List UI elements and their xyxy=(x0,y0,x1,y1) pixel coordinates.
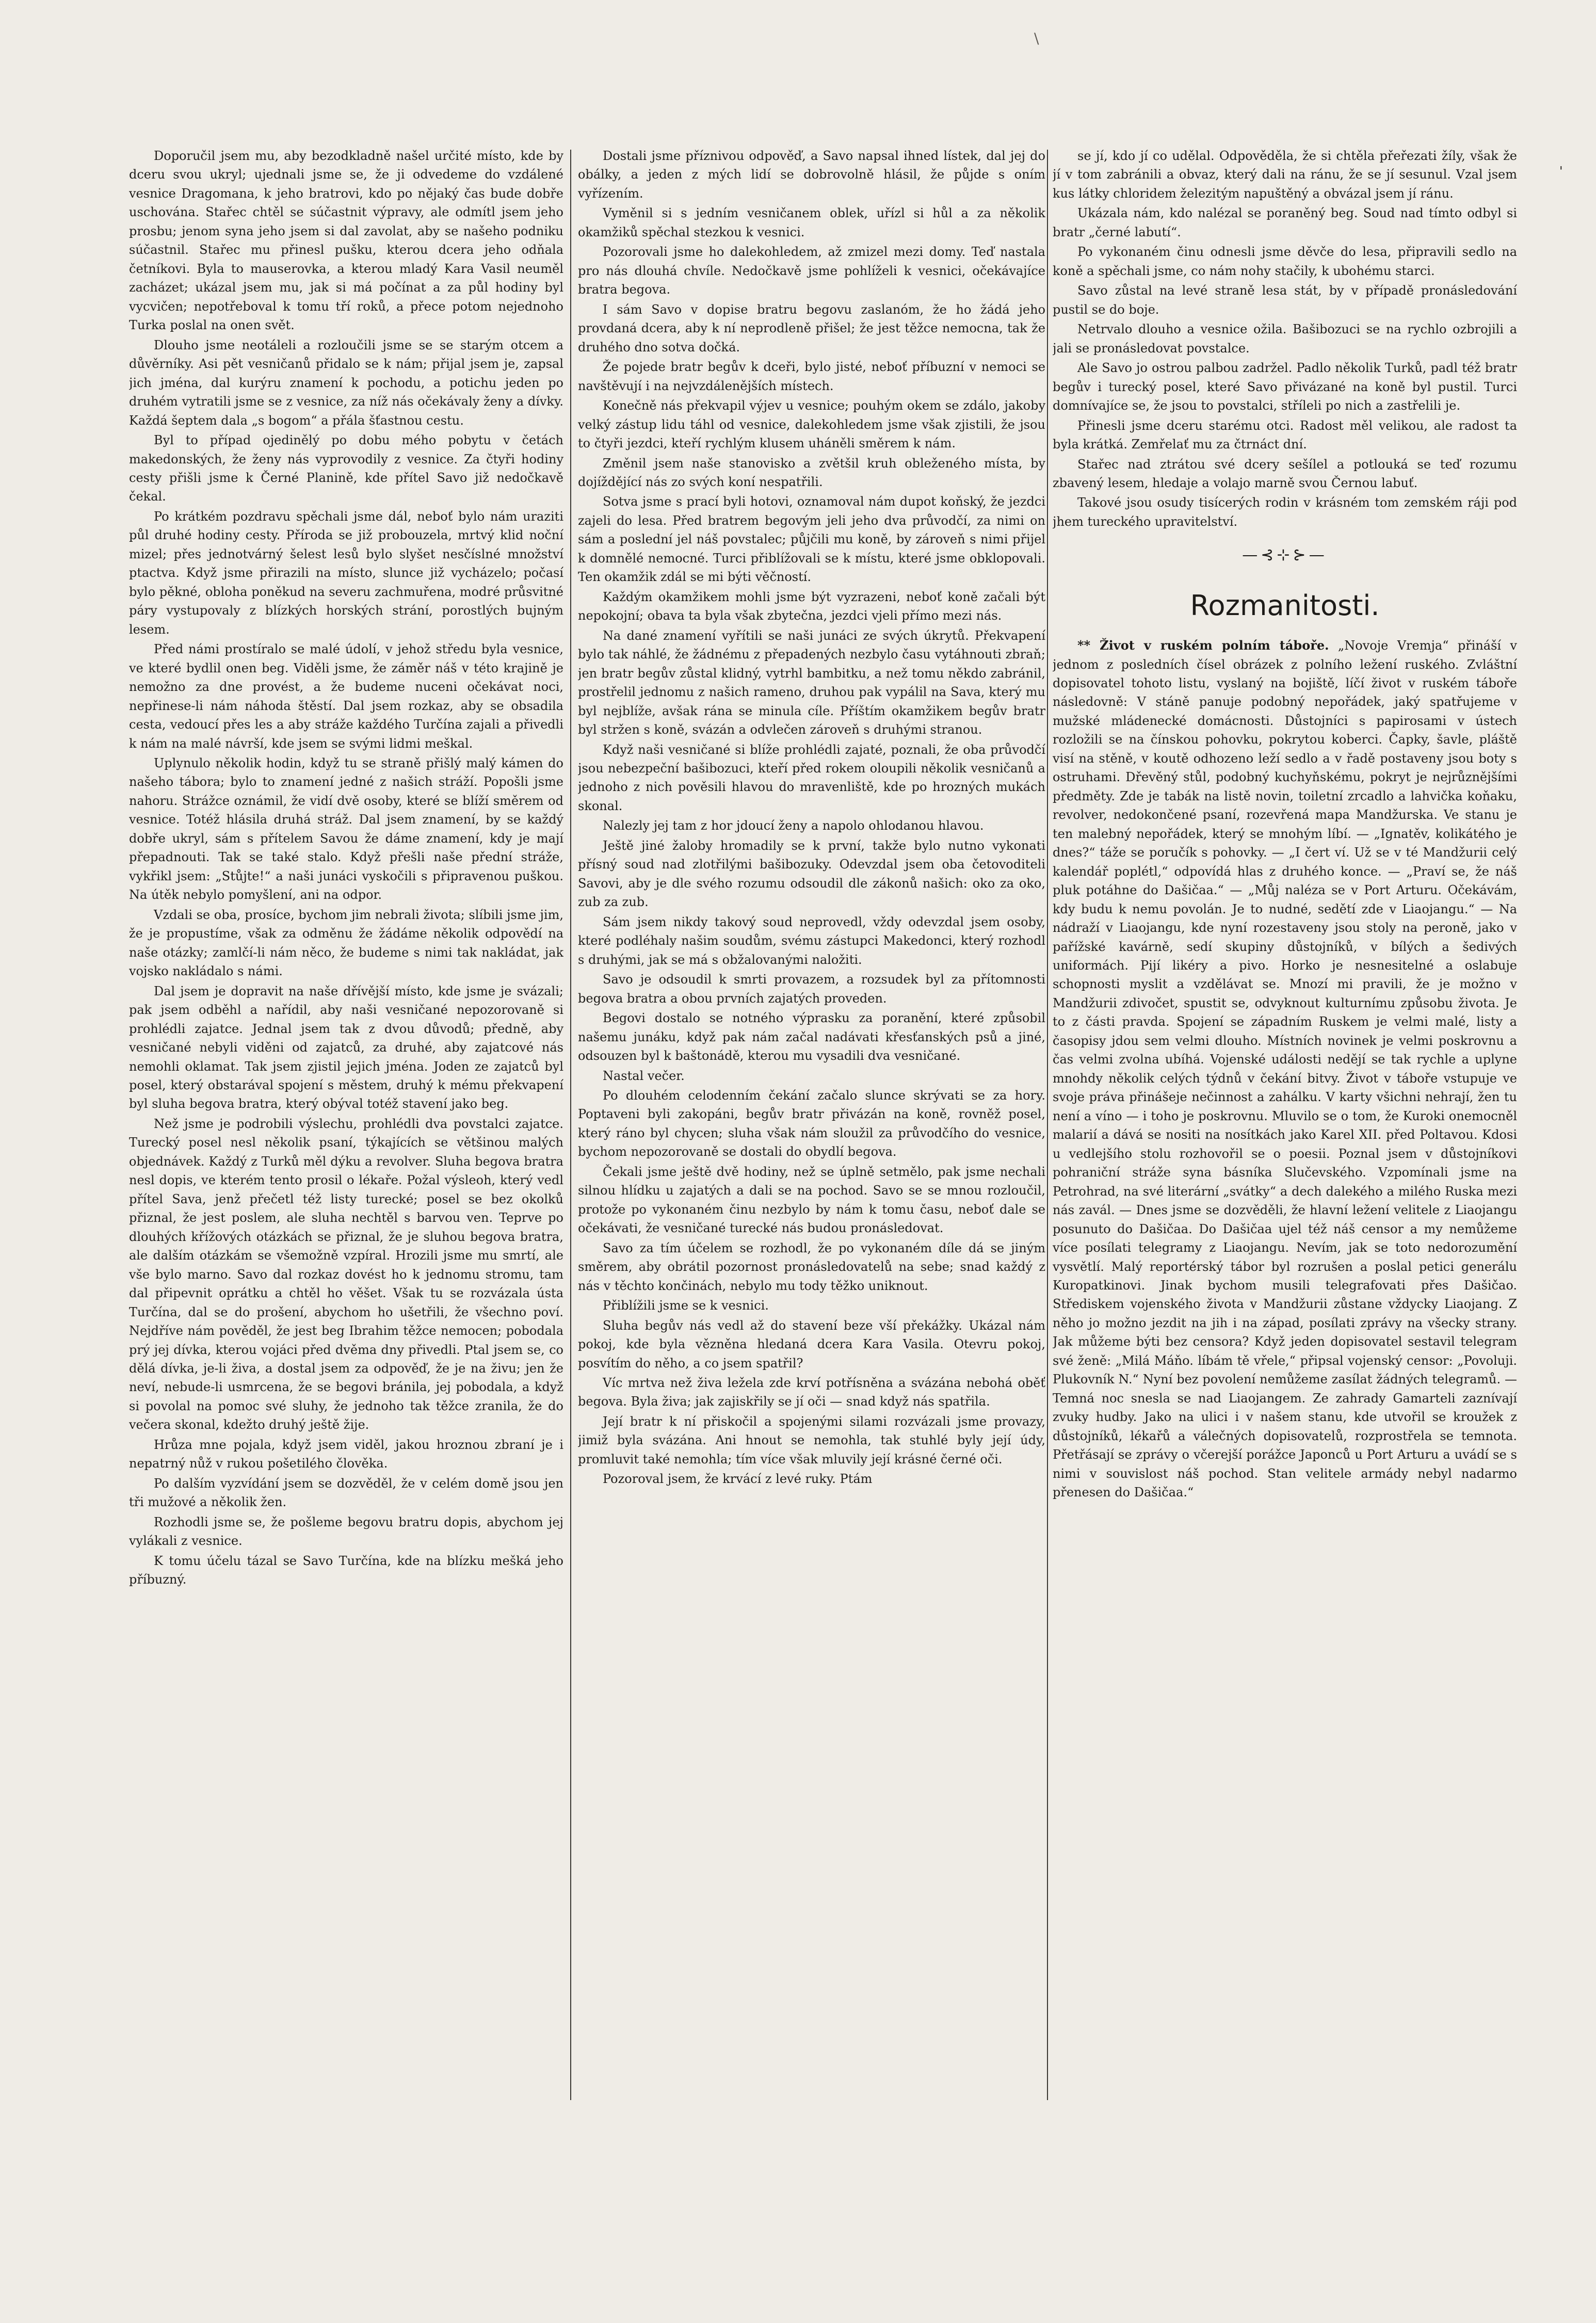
paragraph: Když naši vesničané si blíže prohlédli zajaté, poznali, že oba průvodčí jsou nebezpeční bašibozuci, kteří před rokem oloupili několik vesničanů a jednoho z nich pověsili hlavou do mravenliště, kde po hrozných mukách skonal. xyxy=(578,742,1045,813)
column-divider xyxy=(1047,150,1048,2100)
section-heading: Rozmanitosti. xyxy=(1190,589,1380,622)
story-ending xyxy=(1053,147,1517,531)
paragraph: Čekali jsme ještě dvě hodiny, než se úplně setmělo, pak jsme nechali silnou hlídku u zajatých a dali se na pochod. Savo se se mnou rozloučil, protože po vykonaném činu nezbylo by nám k tomu času, neboť dale se očekávati, že vesničané turecké nás budou pronásledovat. xyxy=(578,1164,1045,1236)
paragraph: Po vykonaném činu odnesli jsme děvče do lesa, připravili sedlo na koně a spěchali jsme, co nám nohy stačily, k ubohému starci. xyxy=(1053,245,1517,278)
paragraph: Doporučil jsem mu, aby bezodkladně našel určité místo, kde by dceru svou ukryl; ujednali jsme se, že ji odvedeme do vzdálené vesnice Dragomana, k jeho bratrovi, kdo po nějaký čas bude dobře uschována. Stařec chtěl se súčastnit výpravy, ale odmítl jsem jeho prosbu; jenom syna jeho jsem si dal zavolat, aby se našeho podniku súčastnil. Stařec mu přinesl pušku, kterou dcera jeho odňala četníkovi. Byla to mauserovka, a kterou mladý Kara Vasil neuměl zacházet; ukázal jsem mu, jak si má počínat a za půl hodiny byl vycvičen; nepotřeboval k tomu tří roků, a přece potom nejednoho Turka poslal na onen svět. xyxy=(129,149,563,333)
corner-mark: \ xyxy=(1034,30,1039,47)
paragraph: Begovi dostalo se notného výprasku za poranění, které způsobil našemu junáku, když pak nám začal nadávati křesťanských psů a jiné, odsouzen byl k baštonádě, kterou mu vysadili dva vesničané. xyxy=(578,1011,1045,1063)
paragraph: I sám Savo v dopise bratru begovu zaslanóm, že ho žádá jeho provdaná dcera, aby k ní neprodleně přišel; že jest těžce nemocna, tak že druhého dno sotva dočká. xyxy=(578,302,1045,354)
paragraph: Rozhodli jsme se, že pošleme begovu bratru dopis, abychom jej vylákali z vesnice. xyxy=(129,1514,563,1548)
paragraph: Uplynulo několik hodin, když tu se straně přišlý malý kámen do našeho tábora; bylo to znamení jedné z našich stráží. Popošli jsme nahoru. Strážce oznámil, že vidí dvě osoby, které se blíží směrem od vesnice. Totéž hlásila druhá stráž. Dal jsem znamení, by se každý dobře ukryl, sám s přítelem Savou že dáme znamení, kdy je mají přepadnouti. Tak se také stalo. Když přešli naše přední stráže, vykřikl jsem: „Stůjte!“ a naši junáci vyskočili s připravenou puškou. Na útěk nebylo pomyšlení, ani na odpor. xyxy=(129,756,563,902)
column-2 xyxy=(578,147,1045,2159)
paragraph: Před námi prostíralo se malé údolí, v jehož středu byla vesnice, ve které bydlil onen beg. Viděli jsme, že záměr náš v této krajině je nemožno za dne provést, a že budeme nuceni očekávat noci, nepřinese-li nám náhoda štěstí. Dal jsem rozkaz, aby se obsadila cesta, vedoucí přes les a aby stráže každého Turčína zajali a přivedli k nám na malé návrší, kde jsem se svými lidmi meškal. xyxy=(129,642,563,751)
paragraph: Na dané znamení vyřítili se naši junáci ze svých úkrytů. Překvapení bylo tak náhlé, že žádnému z přepadených nezbylo času vytáhnouti zbraň; jen bratr begův zůstal klidný, vytrhl bambitku, a než tomu někdo zabránil, prostřelil jednomu z našich rameno, druhou pak vypálil na Sava, který mu byl nejblíže, avšak rána se minula cíle. Příštím okamžikem begův bratr byl stržen s koně, svázán a odvlečen zároveň s druhými stranou. xyxy=(578,628,1045,737)
paragraph: Přinesli jsme dceru starému otci. Radost měl velikou, ale radost ta byla krátká. Zemřelať mu za čtrnáct dní. xyxy=(1053,418,1517,452)
paragraph: Konečně nás překvapil výjev u vesnice; pouhým okem se zdálo, jakoby velký zástup lidu táhl od vesnice, dalekohledem jsme však zjistili, že jsou to čtyři jezdci, kteří rychlým klusem uháněli směrem k nám. xyxy=(578,398,1045,451)
paragraph: Pozorovali jsme ho dalekohledem, až zmizel mezi domy. Teď nastala pro nás dlouhá chvíle. Nedočkavě jsme pohlíželi k vesnici, očekávajíce bratra begova. xyxy=(578,245,1045,297)
paragraph: Každým okamžikem mohli jsme být vyzrazeni, neboť koně začali být nepokojní; obava ta byla však zbytečna, jezdci vjeli přímo mezi nás. xyxy=(578,589,1045,623)
paragraph: Savo je odsoudil k smrti provazem, a rozsudek byl za přítomnosti begova bratra a obou prvních zajatých proveden. xyxy=(578,972,1045,1006)
paragraph: Změnil jsem naše stanovisko a zvětšil kruh obleženého místa, by dojíždějící nás zo svých koní nespatřili. xyxy=(578,456,1045,489)
paragraph: se jí, kdo jí co udělal. Odpověděla, že si chtěla přeřezati žíly, však že jí v tom zabránili a obvaz, který dali na ránu, že se jí sesunul. Vzal jsem kus látky chloridem železitým napuštěný a obvázal jsem jí ránu. xyxy=(1053,149,1517,201)
paragraph: Víc mrtva než živa ležela zde krví potřísněna a svázána nebohá oběť begova. Byla živa; jak zajiskřily se jí oči — snad když nás spatřila. xyxy=(578,1376,1045,1409)
paragraph: K tomu účelu tázal se Savo Turčína, kde na blízku mešká jeho příbuzný. xyxy=(129,1553,563,1587)
paragraph: Stařec nad ztrátou své dcery sešílel a potlouká se teď rozumu zbavený lesem, hledaje a volajo marně svou Černou labuť. xyxy=(1053,457,1517,490)
paragraph: Vzdali se oba, prosíce, bychom jim nebrali života; slíbili jsme jim, že je propustíme, však za odměnu že žádáme několik odpovědí na naše otázky; zamlčí-li nám něco, že budeme s nimi tak nakládat, jak vojsko nakládalo s námi. xyxy=(129,907,563,979)
paragraph: Sotva jsme s prací byli hotovi, oznamoval nám dupot koňský, že jezdci zajeli do lesa. Před bratrem begovým jeli jeho dva průvodčí, za nimi on sám a poslední jel náš povstalec; půjčili mu koně, by zároveň s nimi přijel k domnělé nemocné. Turci přiblížovali se k místu, které jsme obklopovali. Ten okamžik zdál se mi býti věčností. xyxy=(578,494,1045,585)
side-tick: ' xyxy=(1559,164,1563,179)
paragraph: Že pojede bratr begův k dceři, bylo jisté, neboť příbuzní v nemoci se navštěvují i na nejvzdálenějších místech. xyxy=(578,360,1045,393)
paragraph: Ale Savo jo ostrou palbou zadržel. Padlo několik Turků, padl též bratr begův i turecký posel, které Savo přivázané na koně byl pustil. Turci domnívajíce se, že jsou to povstalci, stříleli po nich a zastřelili je. xyxy=(1053,361,1517,413)
paragraph: Po krátkém pozdravu spěchali jsme dál, neboť bylo nám uraziti půl druhé hodiny cesty. Příroda se již probouzela, mrtvý klid noční mizel; přes jednotvárný šelest lesů bylo slyšet nesčíslné množství ptactva. Když jsme přirazili na místo, slunce již vycházelo; počasí bylo pěkné, obloha poněkud na severu zachmuřena, modré průsvitné páry vystupovaly z blízkých horských strání, porostlých bujným lesem. xyxy=(129,509,563,637)
paragraph: Savo za tím účelem se rozhodl, že po vykonaném díle dá se jiným směrem, aby obrátil pozornost pronásledovatelů na sebe; snad každý z nás v těchto končinách, nebylo mu tody těžko uniknout. xyxy=(578,1240,1045,1293)
paragraph: Přiblížili jsme se k vesnici. xyxy=(603,1298,769,1313)
paragraph: Ukázala nám, kdo nalézal se poraněný beg. Soud nad tímto odbyl si bratr „černé labutí“. xyxy=(1053,206,1517,239)
paragraph: Dal jsem je dopravit na naše dřívější místo, kde jsme je svázali; pak jsem odběhl a nařídil, aby naši vesničané nepozorovaně si prohlédli zajatce. Jednal jsem tak z dvou důvodů; předně, aby vesničané nebyli viděni od zajatců, za druhé, aby zajatcové nás nemohli oklamat. Tak jsem zjistil jejich jména. Joden ze zajatců byl posel, který obstarával spojení s městem, druhý k mému překvapení byl sluha begova bratra, který obýval totéž stavení jako beg. xyxy=(129,983,563,1111)
column-divider xyxy=(570,150,571,2100)
section-article xyxy=(1053,636,1517,1502)
paragraph: Hrůza mne pojala, když jsem viděl, jakou hroznou zbraní je i nepatrný nůž v rukou pošetilého člověka. xyxy=(129,1437,563,1471)
section-paragraph xyxy=(1053,636,1517,1502)
paragraph: Dostali jsme příznivou odpověď, a Savo napsal ihned lístek, dal jej do obálky, a jeden z mých lidí se dobrovolně hlásil, že půjde s oním vyřízením. xyxy=(578,149,1045,201)
section-ornament: —⊰⊹⊱— xyxy=(1242,546,1328,564)
paragraph: Nastal večer. xyxy=(603,1068,685,1083)
paragraph: Ještě jiné žaloby hromadily se k první, takže bylo nutno vykonati přísný soud nad zlotřilými bašibozuky. Odevzdal jsem oba četovoditeli Savovi, aby je dle svého rozumu odsoudil dle zákonů našich: oko za oko, zub za zub. xyxy=(578,838,1045,910)
paragraph: Takové jsou osudy tisícerých rodin v krásném tom zemském ráji pod jhem tureckého upravitelství. xyxy=(1053,495,1517,529)
paragraph: Její bratr k ní přiskočil a spojenými silami rozvázali jsme provazy, jimiž byla svázána. Ani hnout se nemohla, tak stuhlé byly její údy, promluvit také nemohla; tím více však mluvily její krásné černé oči. xyxy=(578,1414,1045,1466)
column-1 xyxy=(129,147,563,2159)
section-lead: ** Život v ruském polním táboře. xyxy=(1077,638,1329,653)
paragraph: Vyměnil si s jedním vesničanem oblek, uřízl si hůl a za několik okamžiků spěchal stezkou k vesnici. xyxy=(578,206,1045,239)
section-body: „Novoje Vremja“ přináší v jednom z posledních čísel obrázek z polního ležení ruského. Zvláštní dopisovatel tohoto listu, vyslaný na bojiště, líčí život v ruském táboře následovně: V stáně panuje podobný nepořádek, jaký spatřujeme v mužské mládenecké domácnosti. Důstojníci s papirosami v ústech rozložili se na čínskou pohovku, pokrytou koberci. Čapky, šavle, pláště visí na stěně, v koutě odhozeno leží sedlo a v řadě postaveny jsou boty s ostruhami. Dřevěný stůl, podobný kuchyňskému, pokryt je nejrůznějšími předměty. Zde je tabák na listě novin, toiletní zrcadlo a lahvička koňaku, revolver, nedokončené psaní, rozevřená mapa Mandžurska. Ve stanu je ten malebný nepořádek, který se mnohým líbí. — „Ignatěv, kolikátého je dnes?“ táže se poručík s pohovky. — „I čert ví. Už se v té Mandžurii celý kalendář poplétl,“ odpovídá hlas z druhého konce. — „Praví se, že náš pluk potáhne do Dašičaa.“ — „Můj naléza se v Port Arturu. Očekávám, kdy budu k nemu povolán. Je to nudné, sedětí zde v Liaojangu.“ — Na nádraží v Liaojangu, kde nyní rozestaveny jsou stoly na peroně, jako v pařížské kavárně, sedí skupiny důstojníků, v bílých a šedivých uniformách. Pijí likéry a pivo. Horko je nesnesitelné a oslabuje schopnosti myslit a vzdělávat se. Mnozí mi pravili, že je možno v Mandžurii zdivočet, spustit se, odvyknout kulturnímu způsobu života. Je to z části pravda. Spojení se západním Ruskem je velmi malé, listy a časopisy jdou sem velmi dlouho. Místních novinek je velmi poskrovnu a čas velmi zvolna ubíhá. Vojenské události nedějí se tak rychle a uplyne mnohdy několik celých týdnů v čekání bitvy. Život v táboře vstupuje ve svoje práva přinášeje nečinnost a zahálku. V karty všichni nehrají, žen tu není a víno — i toho je poskrovnu. Mluvilo se o tom, že Kuroki onemocněl malarií a dává se nositi na nosítkách jako Karel XII. před Poltavou. Kdosi u vedlejšího stolu rozhovořil se o poesii. Poznal jsem v důstojníkovi pohraniční stráže syna básníka Slučevského. Vzpomínali jsme na Petrohrad, na své literární „svátky“ a dech dalekého a milého Ruska mezi nás zavál. — Dnes jsme se dozvěděli, že hlavní ležení velitele z Liaojangu posunuto do Dašičaa. Do Dašičaa ujel též náš censor a my nemůžeme více posílati telegramy z Liaojangu. Nevím, jak se toto nedorozumění vysvětlí. Malý reportérský tábor byl rozrušen a poslal petici generálu Kuropatkinovi. Jinak bychom musili telegrafovati přes Dašičao. Střediskem vojenského života v Mandžurii zůstane vždycky Liaojang. Z něho jo možno jezdit na jih i na západ, posílati zprávy na všecky strany. Jak můžeme býti bez censora? Když jeden dopisovatel sestavil telegram své ženě: „Milá Máňo. líbám tě vřele,“ připsal vojenský censor: „Povoluji. Plukovník N.“ Nyní bez povolení nemůžeme zasílat žádných telegramů. — Temná noc snesla se nad Liaojangem. Ze zahrady Gamarteli zaznívají zvuky hudby. Jako na ulici i v našem stanu, kde utvořil se kroužek z důstojníků, lékařů a válečných dopisovatelů, rozprostřela se temnota. Přetřásají se zprávy o včerejší porážce Japonců u Port Arturu a uvádí se s nimi v souvislost náš pochod. Stan velitele armády nebyl nadarmo přenesen do Dašičaa.“ xyxy=(1053,638,1517,1500)
paragraph: Po dalším vyzvídání jsem se dozvěděl, že v celém domě jsou jen tři mužové a několik žen. xyxy=(129,1476,563,1510)
paragraph: Sám jsem nikdy takový soud neprovedl, vždy odevzdal jsem osoby, které podléhaly našim soudům, svému zástupci Makedonci, který rozhodl s druhými, jak se má s obžalovanými naložiti. xyxy=(578,914,1045,967)
paragraph: Byl to případ ojedinělý po dobu mého pobytu v četách makedonských, že ženy nás vyprovodily z vesnice. Za čtyři hodiny cesty přišli jsme k Černé Planině, kde přítel Savo již nedočkavě čekal. xyxy=(129,433,563,504)
paragraph: Pozoroval jsem, že krvácí z levé ruky. Ptám xyxy=(603,1472,873,1487)
paragraph: Nalezly jej tam z hor jdoucí ženy a napolo ohlodanou hlavou. xyxy=(603,818,984,833)
paragraph: Dlouho jsme neotáleli a rozloučili jsme se se starým otcem a důvěrníky. Asi pět vesničanů přidalo se k nám; přijal jsem je, zapsal jich jména, dal kurýru znamení k pochodu, a potichu jeden po druhém vytratili jsme se z vesnice, za níž nás očekávaly ženy a dívky. Každá šeptem dala „s bogom“ a přála šťastnou cestu. xyxy=(129,337,563,428)
paragraph: Netrvalo dlouho a vesnice ožila. Bašibozuci se na rychlo ozbrojili a jali se pronásledovat povstalce. xyxy=(1053,322,1517,356)
paragraph: Než jsme je podrobili výslechu, prohlédli dva povstalci zajatce. Turecký posel nesl několik psaní, týkajících se většinou malých objednávek. Každý z Turků měl dýku a revolver. Sluha begova bratra nesl dopis, ve kterém tento prosil o lékaře. Požal výsleoh, který vedl přítel Sava, jenž přečetl též listy turecké; posel se bez okolků přiznal, že jest poslem, ale sluha nechtěl s barvou ven. Teprve po dlouhých křížových otázkách se přiznal, že je sluhou begova bratra, ale dalším otázkám se všemožně vzpíral. Hrozili jsme mu smrtí, ale vše bylo marno. Savo dal rozkaz dovést ho k jednomu stromu, tam dal připevnit oprátku a chtěl ho věšet. Však tu se rozvázala ústa Turčína, dal se do prošení, abychom ho ušetřili, že všechno poví. Nejdříve nám pověděl, že jest beg Ibrahim těžce nemocen; pobodala prý jej dívka, kterou vojáci před dvěma dny přivedli. Ptal jsem se, co dělá dívka, je-li živa, a dostal jsem za odpověď, že je na živu; jen že neví, nebude-li usmrcena, že se begovi bránila, jej pobodala, a když si povolal na pomoc své sluhy, že jednoho tak těžce zranila, že do večera skonal, kdežto druhý ještě žije. xyxy=(129,1116,563,1432)
column-3 xyxy=(1053,147,1517,2159)
paragraph: Sluha begův nás vedl až do stavení beze vší překážky. Ukázal nám pokoj, kde byla vězněna hledaná dcera Kara Vasila. Otevru pokoj, posvítím do něho, a co jsem spatřil? xyxy=(578,1318,1045,1370)
paragraph: Po dlouhém celodenním čekání začalo slunce skrývati se za hory. Poptaveni byli zakopáni, begův bratr přivázán na koně, rovněž posel, který ráno byl chycen; sluha však nám sloužil za průvodčího do vesnice, bychom nepozorovaně se dostali do obydlí begova. xyxy=(578,1088,1045,1159)
paragraph: Savo zůstal na levé straně lesa stát, by v případě pronásledování pustil se do boje. xyxy=(1053,283,1517,317)
